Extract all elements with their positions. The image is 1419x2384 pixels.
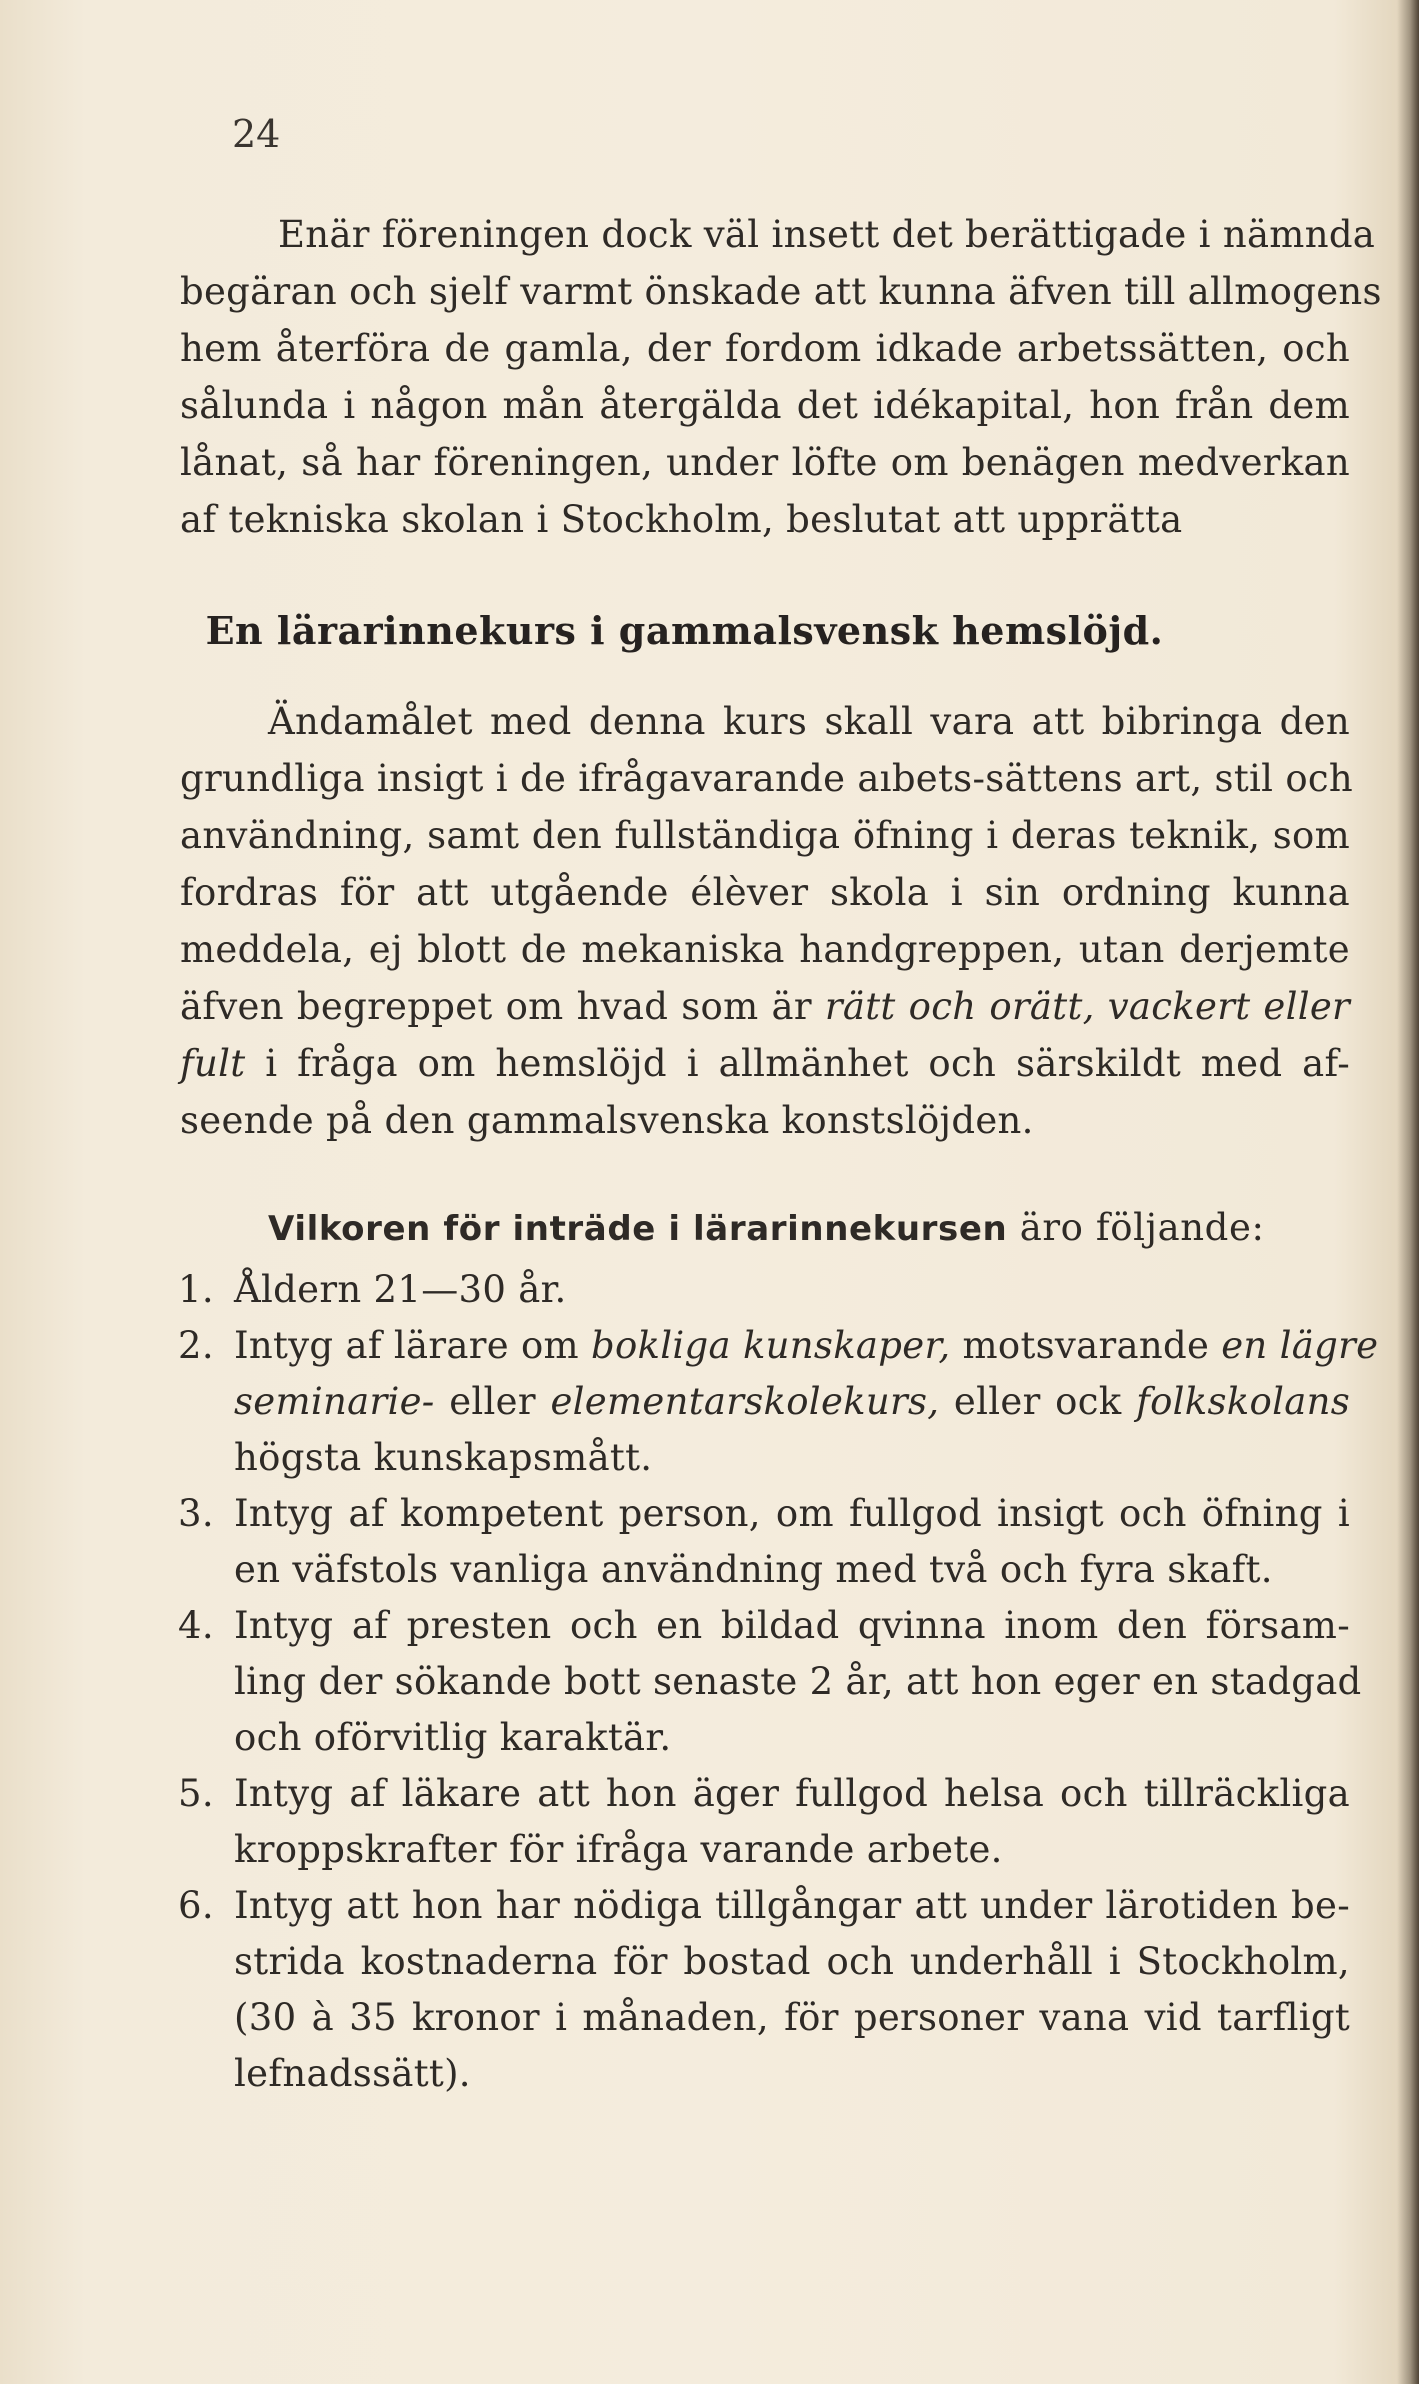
text-line: ling der sökande bott senaste 2 år, att hon eger en stadgad [234,1660,1362,1703]
text-line: Åldern 21—30 år. [234,1268,567,1311]
list-item [178,1262,1350,1318]
list-item [178,1878,1350,2102]
text-run: motsvarande [962,1324,1210,1367]
conditions-title [268,1206,1265,1249]
text-line: seende på den gammalsvenska konstslöjden. [180,1099,1034,1142]
text-line [234,1318,1379,1374]
text-line: strida kostnaderna för bostad och underhåll i Stockholm, [234,1940,1350,1983]
list-number: 3. [178,1492,214,1535]
text-line: högsta kunskapsmått. [234,1436,653,1479]
purpose-paragraph [180,693,1354,1149]
list-number: 1. [178,1268,214,1311]
italic-run: folkskolans [1136,1380,1350,1423]
intro-paragraph [180,206,1382,548]
text-line: (30 à 35 kronor i månaden, för personer vana vid tarfligt [234,1996,1350,2039]
text-line: begäran och sjelf varmt önskade att kunna äfven till allmogens [180,270,1382,313]
list-item [178,1318,1379,1486]
text-line: af tekniska skolan i Stockholm, beslutat att upprätta [180,498,1183,541]
text-line: Enär föreningen dock väl insett det berättigade i nämnda [278,213,1376,256]
text-line [180,1035,1350,1092]
text-line: hem återföra de gamla, der fordom idkade arbetssätten, och [180,327,1350,370]
text-line [180,978,1350,1035]
list-item [178,1486,1350,1598]
italic-run: fult [180,1042,246,1085]
list-number: 4. [178,1604,214,1647]
text-run: äfven begreppet om hvad som är [180,985,812,1028]
text-run: eller [449,1380,536,1423]
list-number: 2. [178,1324,214,1367]
text-run: i fråga om hemslöjd i allmänhet och särskildt med af- [265,1042,1351,1085]
text-run: eller ock [953,1380,1122,1423]
text-line: Intyg att hon har nödiga tillgångar att under lärotiden be- [234,1884,1350,1927]
heading-text: En lärarinnekurs i gammalsvensk hemslöjd. [205,608,1164,653]
text-line: lefnadssätt). [234,2052,471,2095]
section-heading [0,608,1419,653]
text-line: lånat, så har föreningen, under löfte om benägen medverkan [180,441,1350,484]
list-item [178,1766,1350,1878]
list-number: 5. [178,1772,214,1815]
text-line: en väfstols vanliga användning med två och fyra skaft. [234,1548,1273,1591]
italic-run: bokliga kunskaper, [590,1324,951,1367]
text-line [234,1374,1350,1430]
italic-run: seminarie- [234,1380,435,1423]
text-line: och oförvitlig karaktär. [234,1716,672,1759]
conditions-list [178,1262,1379,2102]
text-line: Ändamålet med denna kurs skall vara att bibringa den [268,700,1350,743]
text-line: fordras för att utgående élèver skola i sin ordning kunna [180,871,1350,914]
italic-run: rätt och orätt, vackert eller [824,985,1351,1028]
text-line: grundliga insigt i de ifrågavarande aıbets-sättens art, stil och [180,757,1354,800]
conditions-title-rest: äro följande: [1019,1206,1265,1249]
page-edge-shadow [1397,0,1419,2384]
text-line: Intyg af presten och en bildad qvinna inom den försam- [234,1604,1350,1647]
text-line: meddela, ej blott de mekaniska handgreppen, utan derjemte [180,928,1350,971]
text-line: kroppskrafter för ifråga varande arbete. [234,1828,1003,1871]
page-number: 24 [232,112,281,156]
text-line: Intyg af kompetent person, om fullgod insigt och öfning i [234,1492,1350,1535]
italic-run: en lägre [1221,1324,1379,1367]
text-run: Intyg af lärare om [234,1324,579,1367]
list-item [178,1598,1362,1766]
text-line: sålunda i någon mån återgälda det idékapital, hon från dem [180,384,1350,427]
conditions-title-bold: Vilkoren för inträde i lärarinnekursen [268,1209,1008,1249]
text-line: Intyg af läkare att hon äger fullgod helsa och tillräckliga [234,1772,1350,1815]
text-line: användning, samt den fullständiga öfning i deras teknik, som [180,814,1350,857]
list-number: 6. [178,1884,214,1927]
italic-run: elementarskolekurs, [550,1380,940,1423]
